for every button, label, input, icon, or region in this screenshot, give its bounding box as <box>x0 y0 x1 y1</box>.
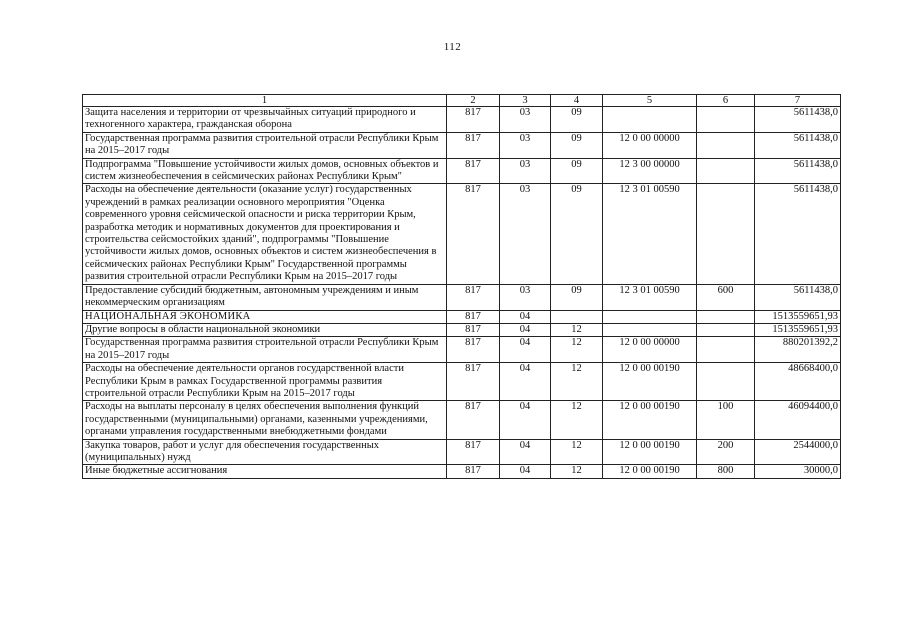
row-code-6 <box>697 158 755 184</box>
row-code-3: 03 <box>500 158 551 184</box>
row-code-5 <box>603 310 697 323</box>
row-code-3: 03 <box>500 184 551 284</box>
table-row <box>83 363 841 401</box>
row-code-4: 09 <box>551 132 603 158</box>
row-amount: 5611438,0 <box>755 284 841 310</box>
row-amount: 880201392,2 <box>755 337 841 363</box>
page-number: 112 <box>443 41 462 53</box>
row-code-4: 12 <box>551 401 603 439</box>
row-code-6: 200 <box>697 439 755 465</box>
col-header-3: 3 <box>500 95 551 107</box>
row-name: Государственная программа развития строительной отрасли Республики Крым на 2015–2017 годы <box>83 337 447 363</box>
row-code-6 <box>697 337 755 363</box>
row-code-6: 800 <box>697 465 755 478</box>
row-code-6: 100 <box>697 401 755 439</box>
row-code-3: 04 <box>500 439 551 465</box>
header-row <box>83 95 841 107</box>
row-code-2: 817 <box>447 401 500 439</box>
row-code-3: 04 <box>500 363 551 401</box>
row-code-4: 09 <box>551 107 603 133</box>
row-code-4 <box>551 310 603 323</box>
row-code-2: 817 <box>447 184 500 284</box>
row-name: НАЦИОНАЛЬНАЯ ЭКОНОМИКА <box>83 310 447 323</box>
row-amount: 5611438,0 <box>755 184 841 284</box>
row-amount: 5611438,0 <box>755 107 841 133</box>
row-code-2: 817 <box>447 323 500 336</box>
table-row <box>83 158 841 184</box>
col-header-5: 5 <box>603 95 697 107</box>
row-code-2: 817 <box>447 337 500 363</box>
row-amount: 48668400,0 <box>755 363 841 401</box>
row-name: Расходы на обеспечение деятельности (оказание услуг) государственных учреждений в рамках реализации основного мероприятия "Оценка современного уровня сейсмической опасности и риска территории Крым, разработка методик и нормативных документов для проектирования и строительства сейсмостойких зданий", подпрограммы "Повышение устойчивости жилых домов, основных объектов и систем жизнеобеспечения в сейсмических районах Республики Крым" Государственной программы развития строительной отрасли Республики Крым на 2015–2017 годы <box>83 184 447 284</box>
row-code-2: 817 <box>447 158 500 184</box>
row-code-2: 817 <box>447 284 500 310</box>
row-amount: 1513559651,93 <box>755 310 841 323</box>
row-code-4: 12 <box>551 363 603 401</box>
row-name: Расходы на обеспечение деятельности органов государственной власти Республики Крым в рамках Государственной программы развития строительной отрасли Республики Крым на 2015–2017 годы <box>83 363 447 401</box>
col-header-name: 1 <box>83 95 447 107</box>
row-code-5: 12 0 00 00000 <box>603 132 697 158</box>
row-code-5: 12 3 00 00000 <box>603 158 697 184</box>
col-header-6: 6 <box>697 95 755 107</box>
row-code-6 <box>697 132 755 158</box>
row-code-3: 04 <box>500 310 551 323</box>
table-row <box>83 323 841 336</box>
row-name: Защита населения и территории от чрезвычайных ситуаций природного и техногенного характера, гражданская оборона <box>83 107 447 133</box>
row-code-5: 12 3 01 00590 <box>603 284 697 310</box>
row-code-4: 12 <box>551 465 603 478</box>
row-code-5: 12 0 00 00190 <box>603 439 697 465</box>
table-row <box>83 401 841 439</box>
row-code-3: 03 <box>500 284 551 310</box>
col-header-4: 4 <box>551 95 603 107</box>
row-code-2: 817 <box>447 465 500 478</box>
row-code-4: 09 <box>551 158 603 184</box>
table-row <box>83 439 841 465</box>
row-name: Закупка товаров, работ и услуг для обеспечения государственных (муниципальных) нужд <box>83 439 447 465</box>
table-row <box>83 337 841 363</box>
row-code-2: 817 <box>447 363 500 401</box>
table-row <box>83 184 841 284</box>
row-code-2: 817 <box>447 439 500 465</box>
row-name: Государственная программа развития строительной отрасли Республики Крым на 2015–2017 годы <box>83 132 447 158</box>
row-code-3: 03 <box>500 107 551 133</box>
row-code-2: 817 <box>447 310 500 323</box>
table-row-section <box>83 310 841 323</box>
col-header-2: 2 <box>447 95 500 107</box>
table-row <box>83 284 841 310</box>
row-code-5: 12 0 00 00190 <box>603 465 697 478</box>
row-code-5 <box>603 323 697 336</box>
row-code-3: 04 <box>500 337 551 363</box>
row-code-5: 12 0 00 00000 <box>603 337 697 363</box>
row-code-3: 04 <box>500 323 551 336</box>
row-code-3: 03 <box>500 132 551 158</box>
row-code-6 <box>697 184 755 284</box>
row-amount: 2544000,0 <box>755 439 841 465</box>
row-code-6 <box>697 310 755 323</box>
row-code-5 <box>603 107 697 133</box>
row-code-2: 817 <box>447 132 500 158</box>
row-code-4: 12 <box>551 439 603 465</box>
row-code-3: 04 <box>500 465 551 478</box>
table-row <box>83 107 841 133</box>
row-code-6: 600 <box>697 284 755 310</box>
row-amount: 5611438,0 <box>755 158 841 184</box>
table-row <box>83 465 841 478</box>
row-name: Другие вопросы в области национальной экономики <box>83 323 447 336</box>
row-name: Подпрограмма "Повышение устойчивости жилых домов, основных объектов и систем жизнеобеспечения в сейсмических районах Республики Крым" <box>83 158 447 184</box>
row-code-6 <box>697 363 755 401</box>
row-code-5: 12 0 00 00190 <box>603 401 697 439</box>
row-code-6 <box>697 107 755 133</box>
row-code-4: 09 <box>551 284 603 310</box>
col-header-amount: 7 <box>755 95 841 107</box>
row-code-5: 12 3 01 00590 <box>603 184 697 284</box>
row-name: Предоставление субсидий бюджетным, автономным учреждениям и иным некоммерческим организациям <box>83 284 447 310</box>
row-code-6 <box>697 323 755 336</box>
row-amount: 5611438,0 <box>755 132 841 158</box>
row-name: Расходы на выплаты персоналу в целях обеспечения выполнения функций государственными (муниципальными) органами, казенными учреждениями, органами управления государственными внебюджетными фондами <box>83 401 447 439</box>
row-amount: 30000,0 <box>755 465 841 478</box>
row-code-4: 12 <box>551 323 603 336</box>
row-code-5: 12 0 00 00190 <box>603 363 697 401</box>
row-code-2: 817 <box>447 107 500 133</box>
row-name: Иные бюджетные ассигнования <box>83 465 447 478</box>
row-code-3: 04 <box>500 401 551 439</box>
row-amount: 46094400,0 <box>755 401 841 439</box>
table-row <box>83 132 841 158</box>
row-code-4: 12 <box>551 337 603 363</box>
row-amount: 1513559651,93 <box>755 323 841 336</box>
budget-table <box>82 94 841 479</box>
row-code-4: 09 <box>551 184 603 284</box>
